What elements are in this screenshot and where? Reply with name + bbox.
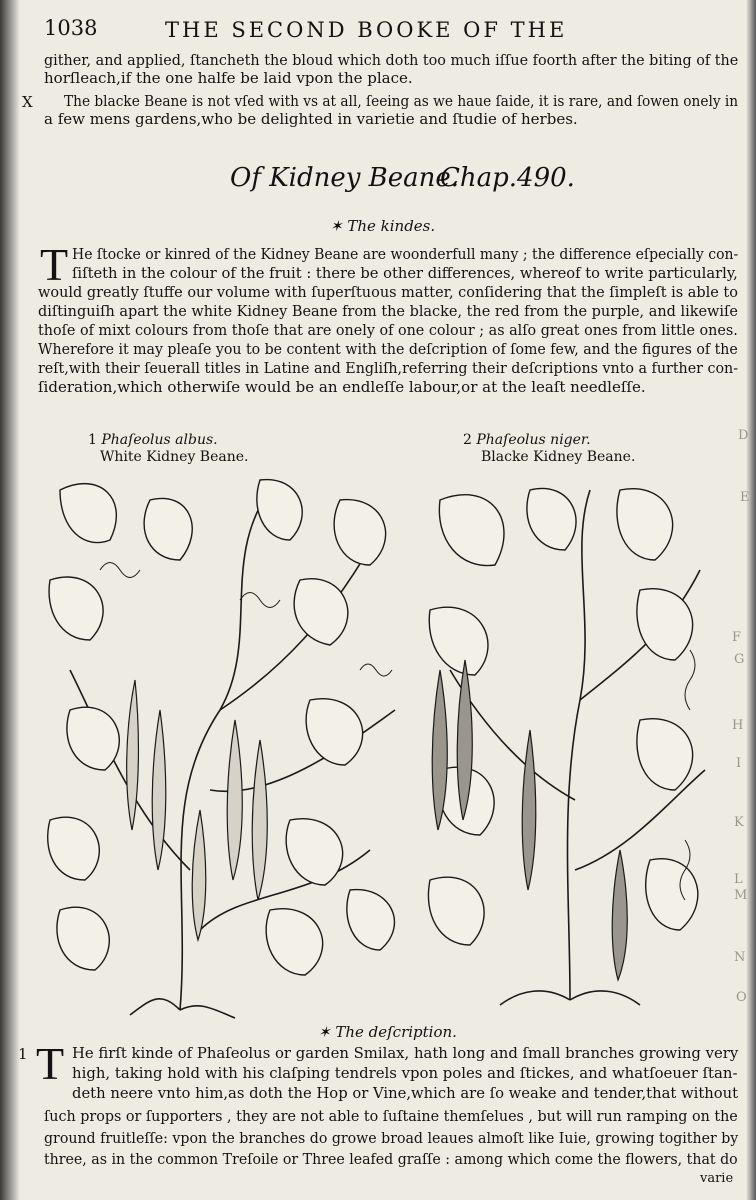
figure-1-label xyxy=(88,432,248,466)
figure-1-number: 1 xyxy=(88,432,97,448)
drop-cap: T xyxy=(36,1038,65,1089)
running-title: THE SECOND BOOKE OF THE xyxy=(165,18,568,42)
margin-letter: L xyxy=(734,872,743,887)
margin-letter: K xyxy=(734,815,744,830)
drop-cap: T xyxy=(40,239,69,290)
section-heading-description: ✶ The deſcription. xyxy=(318,1023,457,1041)
catchword: varie xyxy=(700,1171,734,1186)
description-line: He firſt kinde of Phaſeolus or garden Smilax, hath long and ſmall branches growing very xyxy=(72,1044,739,1062)
description-line: ſuch props or ſupporters , they are not able to ſuſtaine themſelues , but will run ramping on the xyxy=(44,1107,738,1125)
page-edge-shadow xyxy=(746,0,756,1200)
section-heading-kindes: ✶ The kindes. xyxy=(330,217,436,235)
kinds-line: would greatly ſtuffe our volume with ſuperſtuous matter, conſidering that the ſimpleſt is able to xyxy=(38,283,738,301)
kinds-line: He ſtocke or kinred of the Kidney Beane are woonderfull many ; the difference eſpecially con- xyxy=(72,245,739,263)
figure-2-label xyxy=(463,432,635,466)
intro-line: gither, and applied, ſtancheth the bloud which doth too much iſſue foorth after the biting of the xyxy=(44,51,739,69)
figure-2-english: Blacke Kidney Beane. xyxy=(481,449,636,465)
description-line: three, as in the common Treſoile or Three leafed graſſe : among which come the flowers, that do xyxy=(44,1150,738,1168)
page-gutter-shadow xyxy=(0,0,20,1200)
figure-1-english: White Kidney Beane. xyxy=(100,449,249,465)
description-line: ground fruitleſſe: vpon the branches do growe broad leaues almoſt like Iuie, growing togither by xyxy=(44,1129,739,1147)
kinds-line: reſt,with their ſeuerall titles in Latine and Engliſh,referring their deſcriptions vnto a further con- xyxy=(38,359,739,377)
description-line: deth neere vnto him,as doth the Hop or Vine,which are ſo weake and tender,that without xyxy=(72,1084,739,1102)
margin-letter: H xyxy=(732,718,744,733)
margin-letter: I xyxy=(736,756,742,771)
page-number: 1038 xyxy=(44,16,98,40)
kinds-line: ſiſteth in the colour of the fruit : there be other differences, whereof to write particularly, xyxy=(72,264,738,282)
figure-1-latin: Phaſeolus albus. xyxy=(101,432,218,448)
margin-letter: E xyxy=(740,490,750,505)
kinds-line: Wherefore it may pleaſe you to be content with the deſcription of ſome few, and the figures of the xyxy=(38,340,738,358)
margin-letter: D xyxy=(738,428,749,443)
intro-line: a few mens gardens,who be delighted in varietie and ſtudie of herbes. xyxy=(44,110,578,128)
margin-letter: N xyxy=(734,950,746,965)
paragraph-number: 1 xyxy=(18,1045,28,1063)
kinds-line: thoſe of mixt colours from thoſe that are onely of one colour ; as alſo great ones from little ones. xyxy=(38,321,738,339)
margin-letter: G xyxy=(734,652,745,667)
kinds-line: ſideration,which otherwiſe would be an endleſſe labour,or at the leaſt needleſſe. xyxy=(38,378,646,396)
intro-line: The blacke Beane is not vſed with vs at all, ſeeing as we haue ſaide, it is rare, and ſowen onely in xyxy=(64,92,739,110)
margin-note-x: X xyxy=(22,93,33,111)
figure-2-latin: Phaſeolus niger. xyxy=(476,432,591,448)
figure-2-number: 2 xyxy=(463,432,472,448)
kinds-line: diſtinguiſh apart the white Kidney Beane from the blacke, the red from the purple, and likewiſe xyxy=(38,302,738,320)
margin-letter: O xyxy=(736,990,747,1005)
chapter-number: Chap.490. xyxy=(440,163,575,193)
chapter-title: Of Kidney Beane. xyxy=(230,163,460,193)
white-kidney-beane-illustration xyxy=(40,470,420,1020)
intro-line: horſleach,if the one halfe be laid vpon the place. xyxy=(44,69,413,87)
description-line: high, taking hold with his claſping tendrels vpon poles and ſtickes, and whatſoeuer ſtan- xyxy=(72,1064,738,1082)
margin-letter: F xyxy=(732,630,742,645)
blacke-kidney-beane-illustration xyxy=(420,470,720,1010)
margin-letter: M xyxy=(734,888,748,903)
